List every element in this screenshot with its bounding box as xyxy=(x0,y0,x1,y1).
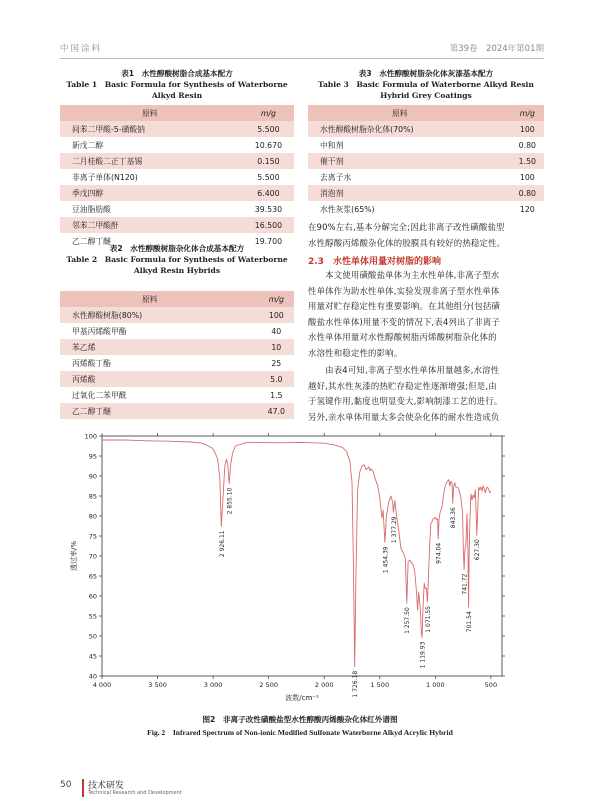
table-row xyxy=(60,387,294,403)
cell-material: 丙烯酸 xyxy=(60,371,259,387)
table-row xyxy=(308,153,544,169)
cell-material: 间苯二甲酸-5-磺酸钠 xyxy=(60,121,243,137)
y-tick-label: 40 xyxy=(88,672,97,681)
table1-caption-en2: Alkyd Resin xyxy=(151,91,203,100)
table-row xyxy=(60,339,294,355)
table3-caption-en2: Hybrid Grey Coatings xyxy=(380,91,472,100)
table1-head-mass: m/g xyxy=(243,105,294,121)
table-row xyxy=(60,137,294,153)
y-tick-label: 100 xyxy=(84,432,97,441)
section-heading: 2.3 水性单体用量对树脂的影响 xyxy=(308,257,441,267)
cell-mass: 1.50 xyxy=(511,153,544,169)
cell-mass: 19.700 xyxy=(254,236,283,246)
cell-mass: 100 xyxy=(259,307,294,323)
cell-mass: 0.80 xyxy=(518,140,536,150)
paragraph-2 xyxy=(308,363,544,425)
table2-caption-en1: Table 2 Basic Formula for Synthesis of Waterborne xyxy=(66,255,288,264)
cell-material: 消泡剂 xyxy=(308,185,511,201)
table3 xyxy=(308,105,544,217)
cell-material: 水性醇酸树脂(80%) xyxy=(60,307,259,323)
cell-mass: 5.500 xyxy=(243,121,294,137)
table3-caption xyxy=(308,68,544,101)
table3-caption-en1: Table 3 Basic Formula of Waterborne Alkyd Resin xyxy=(318,80,534,89)
peak-label: 843.36 xyxy=(450,507,458,529)
y-tick-label: 75 xyxy=(88,532,97,541)
table2-head-mass: m/g xyxy=(259,291,294,307)
header-rule xyxy=(60,58,544,59)
y-axis-label: 透过率/% xyxy=(70,540,78,572)
cell-mass: 5.0 xyxy=(259,371,294,387)
peak-label: 1 454.39 xyxy=(382,546,390,574)
table2-caption xyxy=(60,243,294,276)
cell-mass: 40 xyxy=(271,326,282,336)
cell-mass: 39.530 xyxy=(254,204,283,214)
cell-mass: 0.80 xyxy=(511,185,544,201)
table3-head-material: 原料 xyxy=(308,105,511,121)
cell-material: 苯乙烯 xyxy=(60,339,259,355)
cell-mass: 5.500 xyxy=(257,172,280,182)
y-tick-label: 55 xyxy=(88,612,97,621)
y-tick-label: 95 xyxy=(88,452,97,461)
cell-material: 乙二醇丁醚 xyxy=(60,403,259,419)
table-row xyxy=(60,355,294,371)
x-tick-label: 1 000 xyxy=(426,681,445,689)
series-line xyxy=(102,440,491,667)
cell-mass: 25 xyxy=(271,358,282,368)
cell-material: 过氧化二苯甲酰 xyxy=(72,390,127,400)
text-line: 用量对贮存稳定性有重要影响。在其他组分(包括磺 xyxy=(308,301,501,312)
text-line: 本文使用磺酸盐单体为主水性单体,非离子型水 xyxy=(308,270,500,280)
peak-label: 627.30 xyxy=(474,539,482,561)
cell-material: 乙二醇丁醚 xyxy=(72,236,111,246)
peak-label: 741.72 xyxy=(461,573,469,595)
cell-material: 季戊四醇 xyxy=(60,185,243,201)
table-row xyxy=(308,201,544,217)
table3-body xyxy=(308,121,544,217)
peak-label: 1 119.93 xyxy=(419,641,427,669)
paragraph-continued xyxy=(308,220,544,251)
text-line: 酸盐水性单体)用量不变的情况下,表4列出了非离子 xyxy=(308,316,500,327)
peak-label: 974.04 xyxy=(435,542,443,564)
text-line: 水性醇酸丙烯酸杂化体的胶膜具有较好的热稳定性。 xyxy=(308,237,506,248)
table1-caption xyxy=(60,68,294,101)
text-line: 另外,亲水单体用量太多会使杂化体的耐水性造成负 xyxy=(308,411,500,422)
table2-body xyxy=(60,307,294,419)
y-tick-label: 85 xyxy=(88,492,97,501)
issue-info: 第39卷 2024年第01期 xyxy=(449,44,544,54)
cell-material: 水性灰浆(65%) xyxy=(320,204,375,214)
x-tick-label: 3 500 xyxy=(148,681,167,689)
table-row xyxy=(60,201,294,217)
text-line: 性单体作为助水性单体,实验发现非离子型水性单体 xyxy=(308,285,500,296)
cell-material: 中和剂 xyxy=(320,140,344,150)
cell-mass: 0.150 xyxy=(243,153,294,169)
x-tick-label: 2 000 xyxy=(314,681,334,689)
text-line: 在90%左右,基本分解完全;因此非离子改性磺酸盐型 xyxy=(308,222,505,232)
y-tick-label: 45 xyxy=(88,652,97,661)
figure-caption-en: Fig. 2 Infrared Spectrum of Non-ionic Modified Sulfonate Waterborne Alkyd Acrylic Hybrid xyxy=(147,728,453,737)
peak-label: 1 377.29 xyxy=(390,516,398,544)
cell-material: 新戊二醇 xyxy=(72,140,104,150)
table1-head-material: 原料 xyxy=(60,105,243,121)
y-tick-label: 50 xyxy=(88,632,97,641)
text-line: 越好,其水性灰漆的热贮存稳定性逐渐增强;但是,由 xyxy=(308,380,497,391)
table-row xyxy=(308,169,544,185)
text-line: 水溶性和稳定性的影响。 xyxy=(308,347,403,358)
y-tick-label: 65 xyxy=(88,572,97,581)
cell-mass: 16.500 xyxy=(243,217,294,233)
paragraph-1 xyxy=(308,268,544,362)
table-row xyxy=(308,137,544,153)
table-row xyxy=(60,169,294,185)
cell-mass: 10 xyxy=(259,339,294,355)
page-number: 50 xyxy=(60,780,72,790)
table-row xyxy=(60,153,294,169)
ir-spectrum-chart xyxy=(62,424,522,714)
running-header xyxy=(60,42,544,56)
cell-mass: 6.400 xyxy=(243,185,294,201)
x-axis-label: 波数/cm⁻¹ xyxy=(285,694,319,702)
cell-mass: 47.0 xyxy=(259,403,294,419)
figure-caption xyxy=(0,714,600,738)
journal-name: 中国涂料 xyxy=(60,44,103,54)
table-row xyxy=(308,121,544,137)
peak-label: 1 257.50 xyxy=(404,607,412,634)
cell-material: 非离子单体(N120) xyxy=(72,172,138,182)
table3-head-mass: m/g xyxy=(511,105,544,121)
footer-section-en: Technical Research and Development xyxy=(88,790,182,796)
table1 xyxy=(60,105,294,249)
cell-mass: 100 xyxy=(511,121,544,137)
peak-label: 1 726.18 xyxy=(352,670,360,698)
cell-material: 甲基丙烯酸甲酯 xyxy=(72,326,127,336)
peak-label: 1 071.55 xyxy=(424,606,432,633)
table-row xyxy=(60,185,294,201)
table1-body xyxy=(60,121,294,249)
cell-mass: 1.5 xyxy=(270,390,283,400)
table1-caption-en1: Table 1 Basic Formula for Synthesis of Waterborne xyxy=(66,80,288,89)
figure-caption-cn: 图2 非离子改性磺酸盐型水性醇酸丙烯酸杂化体红外谱图 xyxy=(202,715,398,724)
table1-caption-cn: 表1 水性醇酸树脂合成基本配方 xyxy=(121,69,233,78)
cell-material: 水性醇酸树脂杂化体(70%) xyxy=(308,121,511,137)
table3-caption-cn: 表3 水性醇酸树脂杂化体灰漆基本配方 xyxy=(358,69,494,78)
peak-label: 2 855.10 xyxy=(226,487,234,515)
cell-material: 催干剂 xyxy=(308,153,511,169)
y-tick-label: 80 xyxy=(88,512,97,521)
cell-material: 去离子水 xyxy=(320,172,352,182)
footer-accent-bar xyxy=(82,779,84,797)
y-tick-label: 60 xyxy=(88,592,97,601)
footer-section-cn: 技术研发 xyxy=(88,781,125,791)
x-tick-label: 4 000 xyxy=(92,681,112,689)
table2-head-material: 原料 xyxy=(60,291,259,307)
cell-material: 邻苯二甲酸酐 xyxy=(60,217,243,233)
cell-mass: 100 xyxy=(519,172,535,182)
cell-material: 二月桂酸二正丁基锡 xyxy=(60,153,243,169)
text-line: 于氢键作用,黏度也明显变大,影响制漆工艺的进行。 xyxy=(308,396,503,407)
peak-label: 2 926.11 xyxy=(218,530,226,558)
text-line: 水性单体用量对水性醇酸树脂丙烯酸树脂杂化体的 xyxy=(308,332,497,343)
table-row xyxy=(308,185,544,201)
x-tick-label: 500 xyxy=(484,681,498,689)
y-tick-label: 70 xyxy=(88,552,97,561)
peak-label: 701.54 xyxy=(465,611,473,633)
x-tick-label: 2 500 xyxy=(259,681,278,689)
cell-material: 豆油脂肪酸 xyxy=(72,204,111,214)
table-row xyxy=(60,371,294,387)
x-tick-label: 1 500 xyxy=(370,681,390,689)
table-row xyxy=(60,307,294,323)
table-row xyxy=(60,403,294,419)
text-line: 由表4可知,非离子型水性单体用量越多,水溶性 xyxy=(308,365,500,375)
table2 xyxy=(60,291,294,419)
table-row xyxy=(60,217,294,233)
cell-material: 丙烯酸丁酯 xyxy=(72,358,111,368)
table-row xyxy=(60,323,294,339)
cell-mass: 120 xyxy=(519,204,535,214)
cell-mass: 10.670 xyxy=(254,140,283,150)
table2-caption-en2: Alkyd Resin Hybrids xyxy=(133,266,221,275)
table-row xyxy=(60,121,294,137)
y-tick-label: 90 xyxy=(88,472,97,481)
x-tick-label: 3 000 xyxy=(203,681,223,689)
table2-caption-cn: 表2 水性醇酸树脂杂化体合成基本配方 xyxy=(109,244,245,253)
